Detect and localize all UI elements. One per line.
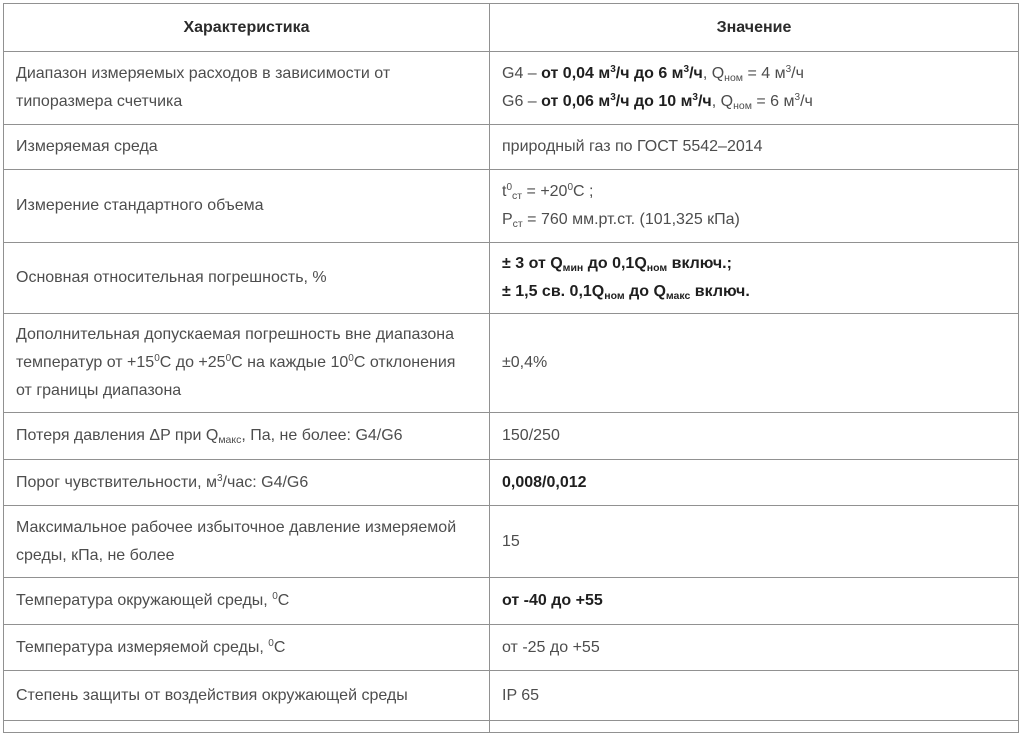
text-segment: 15: [502, 532, 520, 550]
cell-line: [16, 321, 459, 405]
cell-line: [502, 133, 1004, 161]
text-segment: Р: [502, 211, 513, 228]
text-segment: 0: [268, 637, 274, 649]
text-segment: ст: [512, 218, 523, 230]
cell-line: [16, 587, 459, 615]
text-segment: 0: [506, 182, 513, 193]
text-segment: /час: G4/G6: [222, 473, 309, 491]
text-segment: до Q: [624, 283, 666, 300]
text-segment: t: [502, 183, 507, 200]
text-segment: макс: [218, 434, 242, 446]
text-segment: 3: [794, 92, 801, 103]
cell-line: [502, 528, 1004, 556]
cell-line: [16, 682, 459, 710]
text-segment: ±0,4%: [502, 354, 548, 371]
cell-line: [16, 192, 459, 220]
text-segment: = 760 мм.рт.ст. (101,325 кПа): [522, 211, 740, 228]
value-cell: [490, 243, 1019, 314]
text-segment: /ч: [800, 93, 813, 110]
table-row: [4, 578, 1019, 625]
value-cell: [490, 506, 1019, 578]
text-segment: Дополнительная допускаемая погрешность вне диапазона температур от +15: [16, 326, 455, 371]
cell-line: [16, 133, 459, 161]
value-cell: [490, 170, 1019, 243]
cell-line: [502, 587, 1004, 615]
text-segment: Измеряемая среда: [16, 138, 158, 155]
specifications-table: [3, 3, 1019, 733]
text-segment: ном: [724, 72, 744, 84]
characteristic-cell: [4, 125, 490, 170]
table-row: [4, 625, 1019, 671]
characteristic-cell: [4, 625, 490, 671]
cell-line: [502, 60, 1004, 88]
text-segment: Степень защиты от воздействия окружающей среды: [16, 686, 408, 704]
column-header-value: Значение: [490, 4, 1019, 52]
text-segment: 0: [567, 182, 574, 193]
text-segment: от -40 до +55: [502, 592, 603, 609]
text-segment: 0: [348, 353, 354, 364]
text-segment: , Па, не более: G4/G6: [241, 427, 403, 444]
text-segment: G6 –: [502, 93, 542, 110]
text-segment: до 0,1Q: [583, 255, 647, 272]
text-segment: С на каждые 10: [231, 354, 349, 371]
value-cell: [490, 314, 1019, 413]
text-segment: 0: [225, 353, 232, 364]
text-segment: ном: [646, 262, 668, 274]
text-segment: 3: [216, 472, 223, 484]
value-cell: [490, 578, 1019, 625]
text-segment: /ч до 6 м: [615, 65, 684, 82]
text-segment: С ;: [573, 183, 594, 200]
column-header-characteristic: Характеристика: [4, 4, 490, 52]
table-body: [4, 52, 1019, 733]
cell-line: [502, 278, 1004, 306]
characteristic-cell: [4, 721, 490, 733]
text-segment: С до +25: [159, 354, 226, 371]
text-segment: /ч: [689, 65, 703, 82]
value-cell: [490, 721, 1019, 733]
text-segment: мин: [562, 262, 584, 274]
text-segment: 0: [154, 353, 160, 364]
text-segment: С: [273, 638, 286, 656]
cell-line: [502, 250, 1004, 278]
text-segment: /ч до 10 м: [615, 93, 693, 110]
text-segment: С: [277, 592, 290, 609]
table-row: [4, 314, 1019, 413]
characteristic-cell: [4, 578, 490, 625]
text-segment: /ч: [697, 93, 712, 110]
characteristic-cell: [4, 314, 490, 413]
text-segment: 0,008/0,012: [502, 473, 587, 491]
text-segment: 3: [785, 64, 792, 75]
text-segment: Основная относительная погрешность, %: [16, 269, 327, 286]
text-segment: 0: [272, 591, 278, 602]
text-segment: 150/250: [502, 427, 560, 444]
cell-line: [16, 469, 459, 497]
text-segment: Потеря давления ΔP при Q: [16, 427, 219, 444]
cell-line: [502, 682, 1004, 710]
table-row: [4, 125, 1019, 170]
text-segment: G4 –: [502, 65, 542, 82]
text-segment: природный газ по ГОСТ 5542–2014: [502, 138, 763, 155]
cell-line: [16, 422, 459, 450]
characteristic-cell: [4, 506, 490, 578]
text-segment: от 0,04 м: [541, 65, 611, 82]
text-segment: 3: [610, 64, 616, 75]
text-segment: ном: [604, 290, 625, 302]
cell-line: [502, 469, 1004, 497]
text-segment: Порог чувствительности, м: [16, 473, 217, 491]
text-segment: 3: [683, 64, 690, 75]
table-row: [4, 460, 1019, 506]
cell-line: [16, 514, 459, 570]
cell-line: [502, 88, 1004, 116]
cell-line: [16, 60, 459, 116]
text-segment: С отклонения от границы диапазона: [16, 354, 456, 399]
cell-line: [502, 349, 1004, 377]
cell-line: [502, 178, 1004, 206]
characteristic-cell: [4, 170, 490, 243]
cell-line: [16, 264, 459, 292]
table-row: [4, 671, 1019, 721]
text-segment: включ.;: [667, 255, 732, 272]
text-segment: /ч: [791, 65, 804, 82]
text-segment: , Q: [711, 93, 734, 110]
table-row: [4, 243, 1019, 314]
text-segment: Измерение стандартного объема: [16, 197, 264, 214]
text-segment: = 6 м: [751, 93, 795, 110]
text-segment: ном: [733, 100, 752, 112]
value-cell: [490, 460, 1019, 506]
text-segment: = 4 м: [743, 65, 786, 82]
characteristic-cell: [4, 413, 490, 460]
text-segment: ст: [512, 190, 523, 202]
value-cell: [490, 625, 1019, 671]
text-segment: , Q: [702, 65, 725, 82]
text-segment: 3: [692, 92, 698, 103]
text-segment: Температура окружающей среды,: [16, 592, 273, 609]
text-segment: IP 65: [502, 686, 540, 704]
text-segment: ± 1,5 св. 0,1Q: [502, 283, 605, 300]
value-cell: [490, 671, 1019, 721]
text-segment: Максимальное рабочее избыточное давление измеряемой среды, кПа, не более: [16, 518, 457, 564]
text-segment: ± 3 от Q: [502, 255, 563, 272]
table-row: [4, 506, 1019, 578]
cell-line: [16, 634, 459, 662]
cell-line: [502, 634, 1004, 662]
text-segment: Температура измеряемой среды,: [16, 638, 269, 656]
table-header-row: [4, 4, 1019, 52]
text-segment: = +20: [522, 183, 568, 200]
characteristic-cell: [4, 243, 490, 314]
text-segment: от -25 до +55: [502, 638, 600, 656]
text-segment: от 0,06 м: [541, 93, 611, 110]
text-segment: Диапазон измеряемых расходов в зависимости от типоразмера счетчика: [16, 65, 391, 110]
text-segment: включ.: [690, 283, 750, 300]
cell-line: [502, 422, 1004, 450]
table-row: [4, 170, 1019, 243]
text-segment: макс: [665, 290, 691, 302]
value-cell: [490, 52, 1019, 125]
table-row: [4, 413, 1019, 460]
characteristic-cell: [4, 460, 490, 506]
table-row: [4, 52, 1019, 125]
value-cell: [490, 125, 1019, 170]
characteristic-cell: [4, 52, 490, 125]
text-segment: 3: [610, 92, 616, 103]
cell-line: [502, 206, 1004, 234]
characteristic-cell: [4, 671, 490, 721]
value-cell: [490, 413, 1019, 460]
table-row: [4, 721, 1019, 733]
